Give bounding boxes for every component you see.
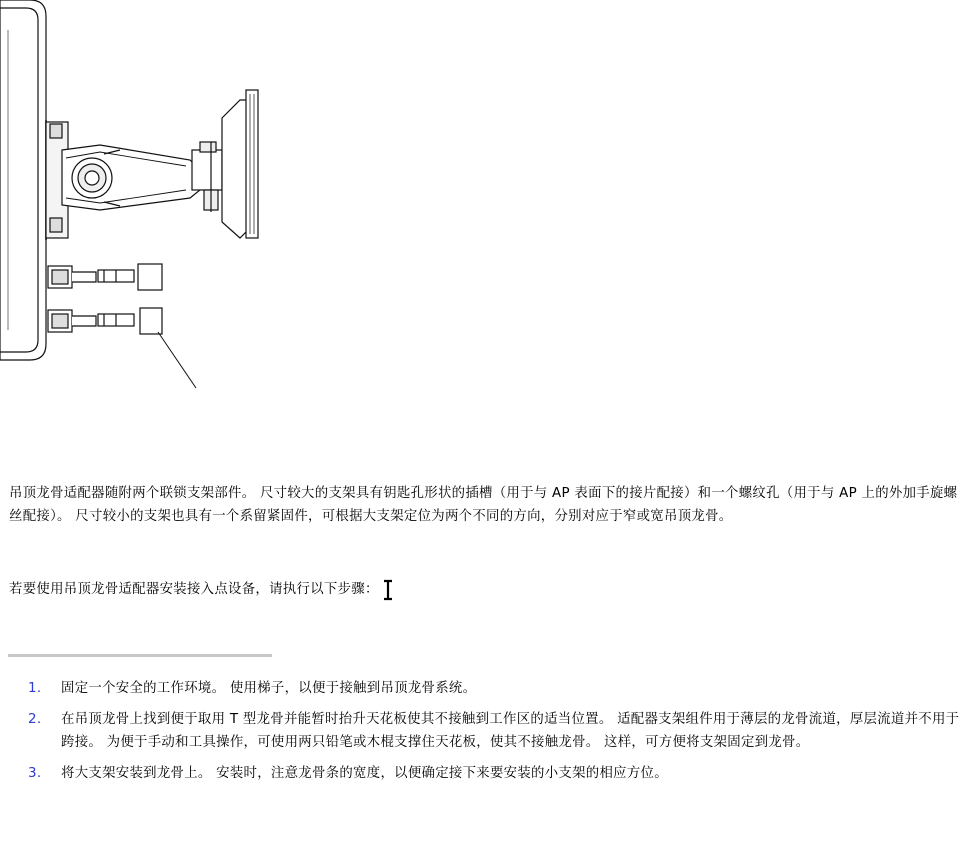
list-item [0, 708, 972, 754]
text-cursor-icon [383, 579, 393, 601]
section-divider [8, 654, 272, 657]
list-item [0, 762, 972, 785]
instruction-paragraph [9, 578, 967, 601]
installation-steps [0, 677, 972, 793]
step-text: 在吊顶龙骨上找到便于取用 T 型龙骨并能暂时抬升天花板使其不接触到工作区的适当位置。 适配器支架组件用于薄层的龙骨流道，厚层流道并不用于跨接。 为便于手动和工具操作，可使用两只铅笔或木棍支撑住天花板，使其不接触龙骨。 这样，可方便将支架固定到龙骨。 [61, 712, 960, 750]
step-text: 将大支架安装到龙骨上。 安装时，注意龙骨条的宽度，以便确定接下来要安装的小支架的相应方位。 [61, 766, 668, 781]
step-number: 1. [28, 681, 42, 696]
instruction-text: 若要使用吊顶龙骨适配器安装接入点设备，请执行以下步骤： [9, 582, 379, 597]
step-number: 3. [28, 766, 42, 781]
step-number: 2. [28, 712, 42, 727]
step-text: 固定一个安全的工作环境。 使用梯子，以便于接触到吊顶龙骨系统。 [61, 681, 477, 696]
list-item [0, 677, 972, 700]
intro-paragraph: 吊顶龙骨适配器随附两个联锁支架部件。 尺寸较大的支架具有钥匙孔形状的插槽（用于与 AP 表面下的接片配接）和一个螺纹孔（用于与 AP 上的外加手旋螺丝配接）。 尺寸较小的支架也具有一个系留紧固件，可根据大支架定位为两个不同的方向，分别对应于窄或宽吊顶龙骨。 [9, 486, 958, 524]
ceiling-grid-adapter-diagram [0, 0, 300, 400]
